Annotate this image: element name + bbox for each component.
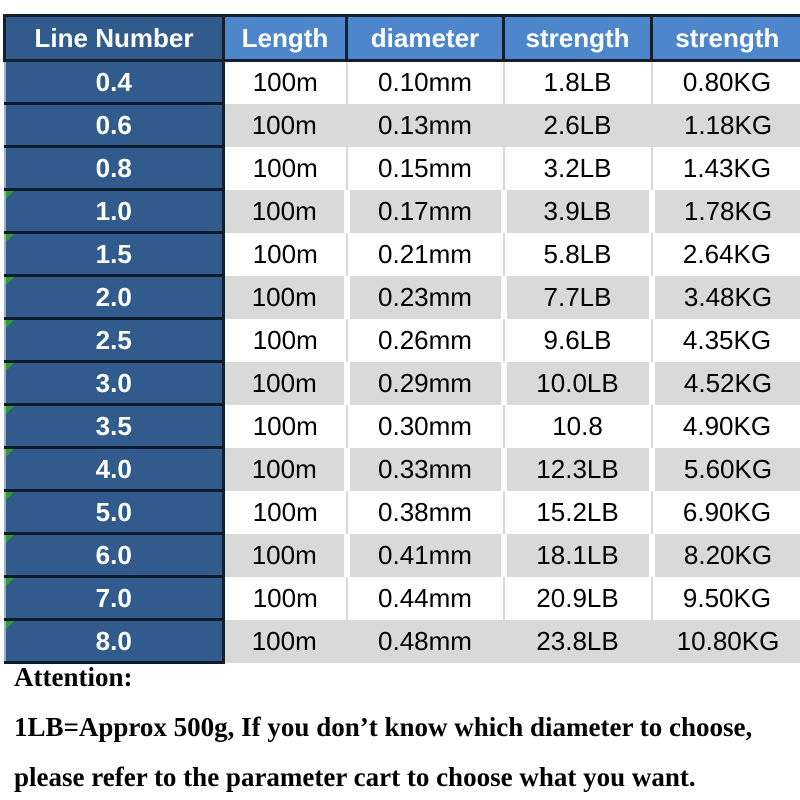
- line-number-value: 2.0: [95, 281, 132, 312]
- length-cell: 100m: [224, 405, 347, 448]
- line-number-value: 0.4: [95, 66, 132, 97]
- strength-lb-cell: 1.8LB: [504, 61, 652, 104]
- strength-kg-cell: 0.80KG: [652, 61, 800, 104]
- header-row: [5, 16, 800, 61]
- cell-error-triangle-icon: [6, 234, 14, 242]
- diameter-cell: 0.33mm: [347, 448, 504, 491]
- spec-table-header: [5, 16, 800, 61]
- line-number-cell: [5, 190, 224, 233]
- cell-error-triangle-icon: [6, 277, 14, 285]
- line-number-cell: [5, 491, 224, 534]
- line-number-cell: [5, 448, 224, 491]
- length-cell: 100m: [224, 233, 347, 276]
- cell-error-triangle-icon: [6, 578, 14, 586]
- line-number-cell: [5, 405, 224, 448]
- cell-error-triangle-icon: [6, 492, 14, 500]
- header-strength-kg: strength: [652, 16, 800, 61]
- note-line-2: please refer to the parameter cart to choose what you want.: [14, 762, 696, 792]
- line-number-cell: [5, 233, 224, 276]
- line-number-cell: [5, 319, 224, 362]
- diameter-cell: 0.10mm: [347, 61, 504, 104]
- table-row: [5, 276, 800, 319]
- diameter-cell: 0.13mm: [347, 104, 504, 147]
- line-number-cell: [5, 362, 224, 405]
- strength-kg-cell: 8.20KG: [652, 534, 800, 577]
- table-row: [5, 577, 800, 620]
- line-number-value: 3.0: [95, 367, 132, 398]
- cell-error-triangle-icon: [6, 363, 14, 371]
- table-row: [5, 534, 800, 577]
- diameter-cell: 0.41mm: [347, 534, 504, 577]
- line-number-cell: [5, 534, 224, 577]
- table-row: [5, 190, 800, 233]
- strength-lb-cell: 2.6LB: [504, 104, 652, 147]
- line-number-value: 3.5: [95, 410, 132, 441]
- cell-error-triangle-icon: [6, 449, 14, 457]
- line-number-cell: [5, 276, 224, 319]
- strength-lb-cell: 7.7LB: [504, 276, 652, 319]
- diameter-cell: 0.17mm: [347, 190, 504, 233]
- length-cell: 100m: [224, 534, 347, 577]
- strength-lb-cell: 23.8LB: [504, 620, 652, 663]
- strength-kg-cell: 6.90KG: [652, 491, 800, 534]
- strength-lb-cell: 3.2LB: [504, 147, 652, 190]
- table-row: [5, 233, 800, 276]
- strength-lb-cell: 3.9LB: [504, 190, 652, 233]
- strength-kg-cell: 9.50KG: [652, 577, 800, 620]
- length-cell: 100m: [224, 448, 347, 491]
- header-strength-lb: strength: [504, 16, 652, 61]
- diameter-cell: 0.48mm: [347, 620, 504, 663]
- strength-lb-cell: 10.8: [504, 405, 652, 448]
- diameter-cell: 0.23mm: [347, 276, 504, 319]
- length-cell: 100m: [224, 620, 347, 663]
- diameter-cell: 0.30mm: [347, 405, 504, 448]
- table-row: [5, 61, 800, 104]
- line-number-value: 0.6: [95, 109, 132, 140]
- strength-kg-cell: 4.52KG: [652, 362, 800, 405]
- strength-kg-cell: 10.80KG: [652, 620, 800, 663]
- line-number-value: 5.0: [95, 496, 132, 527]
- table-row: [5, 147, 800, 190]
- diameter-cell: 0.21mm: [347, 233, 504, 276]
- line-number-cell: [5, 61, 224, 104]
- cell-error-triangle-icon: [6, 191, 14, 199]
- cell-error-triangle-icon: [6, 406, 14, 414]
- strength-lb-cell: 5.8LB: [504, 233, 652, 276]
- strength-lb-cell: 9.6LB: [504, 319, 652, 362]
- line-number-value: 1.0: [95, 195, 132, 226]
- strength-kg-cell: 5.60KG: [652, 448, 800, 491]
- strength-lb-cell: 12.3LB: [504, 448, 652, 491]
- line-number-value: 4.0: [95, 453, 132, 484]
- line-number-cell: [5, 577, 224, 620]
- length-cell: 100m: [224, 147, 347, 190]
- strength-kg-cell: 1.43KG: [652, 147, 800, 190]
- strength-kg-cell: 4.90KG: [652, 405, 800, 448]
- cell-error-triangle-icon: [6, 535, 14, 543]
- line-number-value: 1.5: [95, 238, 132, 269]
- strength-kg-cell: 1.78KG: [652, 190, 800, 233]
- length-cell: 100m: [224, 491, 347, 534]
- length-cell: 100m: [224, 190, 347, 233]
- line-number-value: 0.8: [95, 152, 132, 183]
- note-title: Attention:: [14, 662, 133, 692]
- table-row: [5, 448, 800, 491]
- cell-error-triangle-icon: [6, 320, 14, 328]
- table-row: [5, 405, 800, 448]
- header-length: Length: [224, 16, 347, 61]
- strength-lb-cell: 10.0LB: [504, 362, 652, 405]
- line-number-value: 2.5: [95, 324, 132, 355]
- line-number-cell: [5, 104, 224, 147]
- diameter-cell: 0.26mm: [347, 319, 504, 362]
- strength-kg-cell: 4.35KG: [652, 319, 800, 362]
- diameter-cell: 0.44mm: [347, 577, 504, 620]
- diameter-cell: 0.38mm: [347, 491, 504, 534]
- header-diameter: diameter: [347, 16, 504, 61]
- length-cell: 100m: [224, 61, 347, 104]
- line-number-value: 8.0: [95, 625, 132, 656]
- strength-kg-cell: 1.18KG: [652, 104, 800, 147]
- strength-lb-cell: 15.2LB: [504, 491, 652, 534]
- table-row: [5, 104, 800, 147]
- diameter-cell: 0.15mm: [347, 147, 504, 190]
- strength-kg-cell: 3.48KG: [652, 276, 800, 319]
- spec-table: [3, 14, 800, 664]
- length-cell: 100m: [224, 276, 347, 319]
- spec-table-body: [5, 61, 800, 663]
- strength-lb-cell: 18.1LB: [504, 534, 652, 577]
- line-number-value: 7.0: [95, 582, 132, 613]
- line-number-value: 6.0: [95, 539, 132, 570]
- attention-note: [14, 652, 794, 800]
- length-cell: 100m: [224, 577, 347, 620]
- diameter-cell: 0.29mm: [347, 362, 504, 405]
- table-row: [5, 362, 800, 405]
- table-row: [5, 319, 800, 362]
- strength-lb-cell: 20.9LB: [504, 577, 652, 620]
- strength-kg-cell: 2.64KG: [652, 233, 800, 276]
- length-cell: 100m: [224, 362, 347, 405]
- note-line-1: 1LB=Approx 500g, If you don’t know which diameter to choose,: [14, 712, 753, 742]
- line-number-cell: [5, 147, 224, 190]
- length-cell: 100m: [224, 104, 347, 147]
- cell-error-triangle-icon: [6, 621, 14, 629]
- length-cell: 100m: [224, 319, 347, 362]
- table-row: [5, 491, 800, 534]
- header-line-number: Line Number: [5, 16, 224, 61]
